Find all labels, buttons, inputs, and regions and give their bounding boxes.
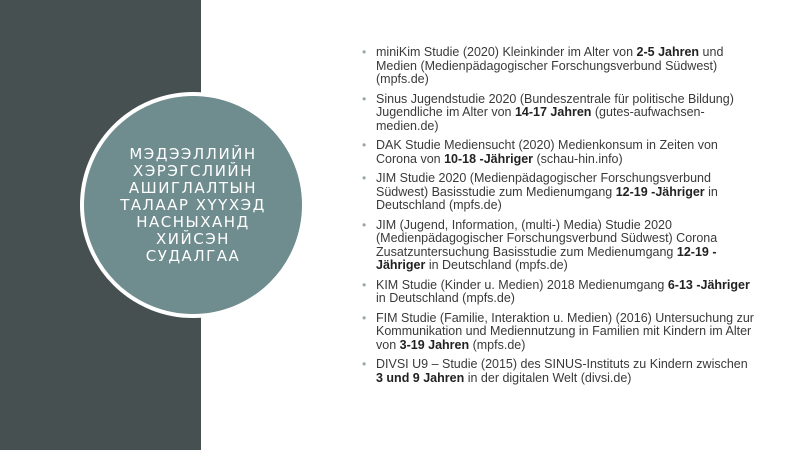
list-item: • JIM Studie 2020 (Medienpädagogischer Forschungsverbund Südwest) Basisstudie zum Medienumgang 12-19 -Jähriger in Deutschland (mpfs.de) — [362, 171, 718, 212]
study-list — [362, 46, 757, 391]
list-item: • Sinus Jugendstudie 2020 (Bundeszentrale für politische Bildung) Jugendliche im Alter von 14-17 Jahren (gutes-aufwachsen-medien.de) — [362, 91, 734, 133]
list-item: • DIVSI U9 – Studie (2015) des SINUS-Instituts zu Kindern zwischen 3 und 9 Jahren in der digitalen Welt (divsi.de) — [362, 357, 748, 385]
bullet-icon: • — [362, 138, 367, 152]
bullet-icon: • — [362, 91, 367, 106]
bullet-icon: • — [362, 217, 367, 232]
slide-title: МЭДЭЭЛЛИЙН ХЭРЭГСЛИЙН АШИГЛАЛТЫН ТАЛААР ХҮҮХЭД НАСНЫХАНД ХИЙСЭН СУДАЛГАА — [120, 144, 266, 265]
list-item: • FIM Studie (Familie, Interaktion u. Medien) (2016) Untersuchung zur Kommunikation und Mediennutzung in Familien mit Kindern im Alter von 3-19 Jahren (mpfs.de) — [362, 310, 754, 352]
list-item: • KIM Studie (Kinder u. Medien) 2018 Medienumgang 6-13 -Jähriger in Deutschland (mpfs.de) — [362, 277, 750, 305]
bullet-icon: • — [362, 171, 367, 185]
bullet-icon: • — [362, 277, 367, 292]
list-item: • miniKim Studie (2020) Kleinkinder im Alter von 2-5 Jahren und Medien (Medienpädagogischer Forschungsverbund Südwest) (mpfs.de) — [362, 45, 724, 86]
bullet-icon: • — [362, 357, 367, 371]
list-item: • JIM (Jugend, Information, (multi-) Media) Studie 2020 (Medienpädagogischer Forschungsverbund Südwest) Corona Zusatzuntersuchung Basisstudie zum Medienumgang 12-19 -Jähriger in Deutschland (mpfs.de) — [362, 217, 718, 272]
bullet-icon: • — [362, 310, 367, 325]
list-item: • DAK Studie Mediensucht (2020) Medienkonsum in Zeiten von Corona von 10-18 -Jähriger (schau-hin.info) — [362, 138, 718, 166]
title-circle — [80, 92, 306, 318]
bullet-icon: • — [362, 45, 367, 59]
